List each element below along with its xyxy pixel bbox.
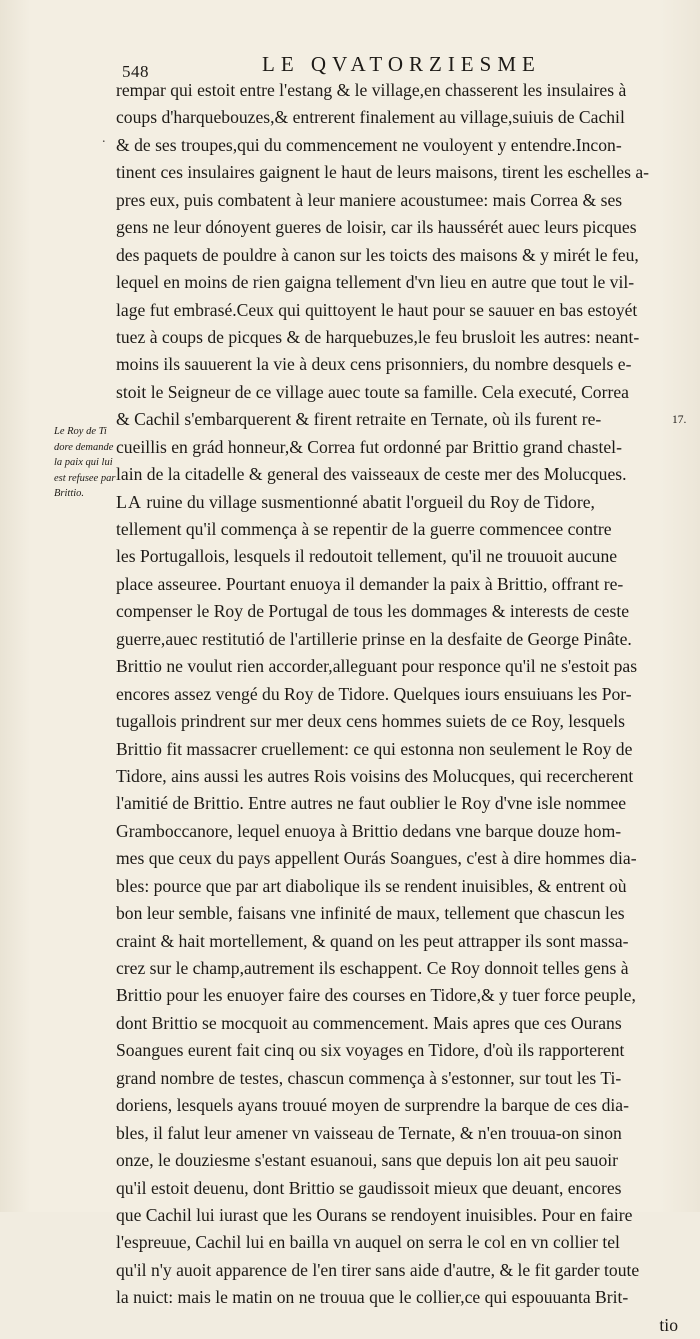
text-line: l'amitié de Brittio. Entre autres ne faut oublier le Roy d'vne isle nommee (116, 793, 627, 814)
running-title: LE QVATORZIESME (262, 52, 541, 76)
text-line: la nuict: mais le matin on ne trouua que le collier,ce qui espouuanta Brit- (116, 1287, 629, 1308)
text-line: bon leur semble, faisans vne infinité de maux, tellement que chascun les (116, 903, 625, 924)
text-line: tugallois prindrent sur mer deux cens hommes suiets de ce Roy, lesquels (116, 711, 625, 732)
text-line: les Portugallois, lesquels il redoutoit tellement, qu'il ne trouuoit aucune (116, 546, 618, 567)
body-text (116, 77, 682, 1339)
text-line: tinent ces insulaires gaignent le haut de leurs maisons, tirent les eschelles a- (116, 162, 650, 183)
text-line: stoit le Seigneur de ce village auec toute sa famille. Cela executé, Correa (116, 381, 629, 402)
section-number: 17. (672, 414, 687, 426)
text-line: Tidore, ains aussi les autres Rois voisins des Molucques, qui recercherent (116, 765, 634, 786)
text-line: tellement qu'il commença à se repentir de la guerre commencee contre (116, 519, 612, 539)
text-line: pres eux, puis combatent à leur maniere acoustumee: mais Correa & ses (116, 189, 623, 210)
text-line: bles, il falut leur amener vn vaisseau de Ternate, & n'en trouua-on sinon (116, 1122, 622, 1143)
stray-mark: . (102, 131, 106, 146)
page-number: 548 (122, 62, 149, 81)
margin-note (54, 424, 120, 502)
text-line: lain de la citadelle & general des vaisseaux de ceste mer des Molucques. (116, 464, 627, 485)
margin-note-line: est refusee par (54, 472, 116, 484)
text-line: Brittio ne voulut rien accorder,alleguant pour responce qu'il ne s'estoit pas (116, 656, 638, 677)
text-line: onze, le douziesme s'estant esuanoui, sans que depuis lon ait peu sauoir (116, 1150, 619, 1171)
text-line: des paquets de pouldre à canon sur les toicts des maisons & y mirét le feu, (116, 244, 639, 265)
text-line: l'espreuue, Cachil lui en bailla vn auquel on serra le col en vn collier tel (116, 1232, 620, 1253)
text-line: Brittio pour les enuoyer faire des courses en Tidore,& y tuer force peuple, (116, 985, 636, 1006)
text-line: crez sur le champ,autrement ils eschappent. Ce Roy donnoit telles gens à (116, 958, 629, 978)
text-line: & Cachil s'embarquerent & firent retraite en Ternate, où ils furent re- (116, 409, 602, 430)
text-line: grand nombre de testes, chascun commença à s'estonner, sur tout les Ti- (116, 1067, 622, 1088)
text-line: gens ne leur dónoyent gueres de loisir, car ils haussérét auec leurs picques (116, 217, 637, 238)
text-line: que Cachil lui iurast que les Ourans se rendoyent inuisibles. Pour en faire (116, 1204, 633, 1225)
text-line: rempar qui estoit entre l'estang & le village,en chasserent les insulaires à (116, 80, 627, 100)
text-line: tuez à coups de picques & de harquebuzes,le feu brusloit les autres: neant- (116, 326, 640, 347)
text-line: craint & hait mortellement, & quand on les peut attrapper ils sont massa- (116, 930, 629, 951)
drop-cap: LA (116, 491, 142, 512)
text-line: bles: pource que par art diabolique ils se rendent inuisibles, & entrent où (116, 875, 627, 896)
text-line: place asseuree. Pourtant enuoya il demander la paix à Brittio, offrant re- (116, 573, 624, 594)
text-line: compenser le Roy de Portugal de tous les dommages & interests de ceste (116, 601, 630, 622)
text-line: Gramboccanore, lequel enuoya à Brittio dedans vne barque douze hom- (116, 820, 622, 841)
text-line: cueillis en grád honneur,& Correa fut ordonné par Brittio grand chastel- (116, 436, 622, 457)
text-line: mes que ceux du pays appellent Ourás Soangues, c'est à dire hommes dia- (116, 848, 637, 869)
text-line: & de ses troupes,qui du commencement ne vouloyent y entendre.Incon- (116, 134, 622, 155)
text-line: encores assez vengé du Roy de Tidore. Quelques iours ensuiuans les Por- (116, 683, 632, 704)
text-line: qu'il n'y auoit apparence de l'en tirer sans aide d'autre, & le fit garder toute (116, 1259, 640, 1280)
catchword: tio (659, 1314, 678, 1335)
text-line: moins ils sauuerent la vie à deux cens prisonniers, du nombre desquels e- (116, 354, 632, 375)
margin-note-line: la paix qui lui (54, 457, 113, 468)
text-line-rest: ruine du village susmentionné abatit l'orgueil du Roy de Tidore, (146, 491, 595, 512)
margin-note-line: dore demande (54, 441, 114, 453)
margin-note-line: Brittio. (54, 488, 85, 499)
text-line (116, 489, 682, 516)
text-line: dont Brittio se mocquoit au commencement. Mais apres que ces Ourans (116, 1012, 622, 1033)
text-line: lequel en moins de rien gaigna tellement d'vn lieu en autre que tout le vil- (116, 272, 635, 293)
text-line: Soangues eurent fait cinq ou six voyages en Tidore, d'où ils rapporterent (116, 1040, 625, 1061)
margin-note-line: Le Roy de Ti (54, 426, 107, 437)
text-line: coups d'harquebouzes,& entrerent finalement au village,suiuis de Cachil (116, 107, 625, 128)
text-line: lage fut embrasé.Ceux qui quittoyent le haut pour se sauuer en bas estoyét (116, 299, 638, 320)
text-line: Brittio fit massacrer cruellement: ce qui estonna non seulement le Roy de (116, 738, 633, 759)
text-line: doriens, lesquels ayans trouué moyen de surprendre la barque de ces dia- (116, 1095, 629, 1116)
text-line: qu'il estoit deuenu, dont Brittio se gaudissoit mieux que deuant, encores (116, 1177, 622, 1198)
text-line: guerre,auec restitutió de l'artillerie prinse en la desfaite de George Pinâte. (116, 628, 632, 649)
